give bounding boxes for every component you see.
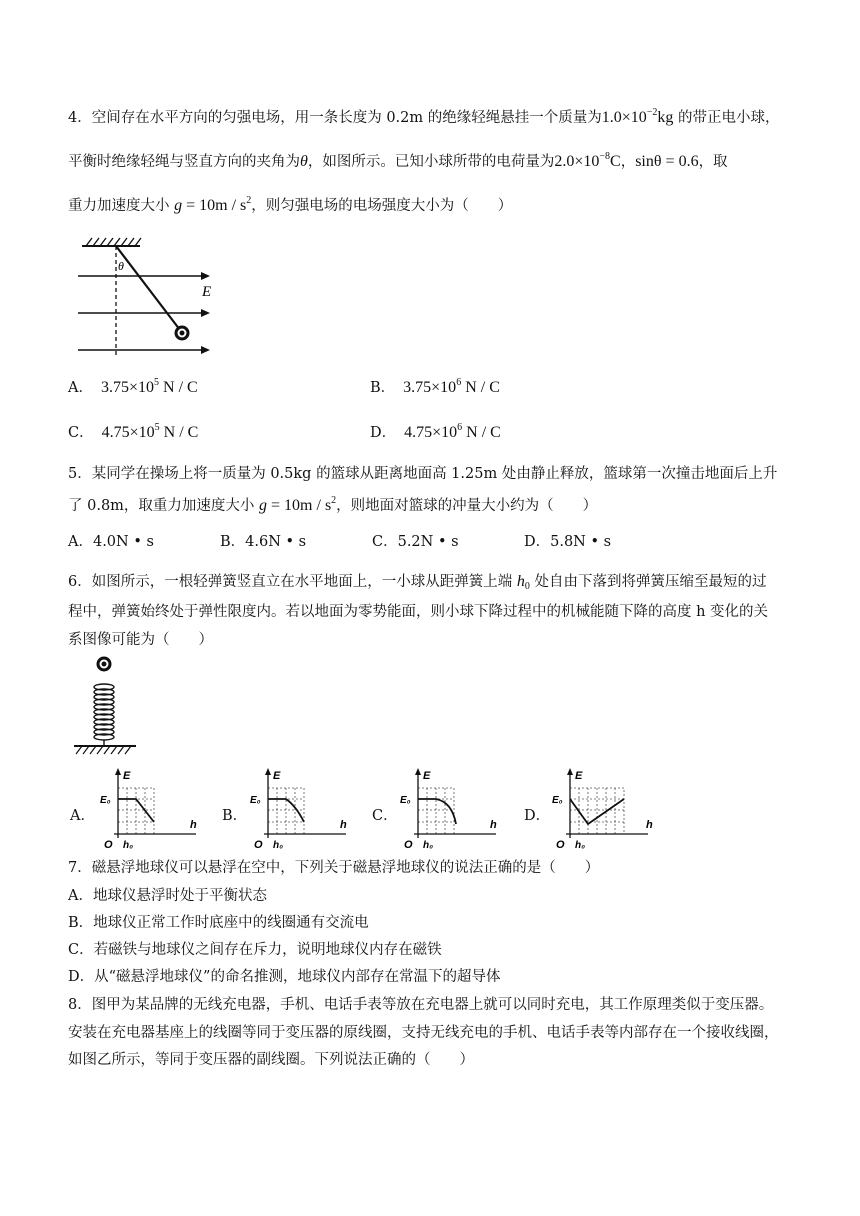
q7-stem: 7．磁悬浮地球仪可以悬浮在空中，下列关于磁悬浮地球仪的说法正确的是（ ） [68,860,600,876]
spring-figure [70,654,140,762]
q5-option-c[interactable]: C．5.2N • s [372,534,459,550]
q7-option-c[interactable]: C．若磁铁与地球仪之间存在斥力，说明地球仪内存在磁铁 [68,942,442,958]
q5-option-d[interactable]: D．5.8N • s [524,534,612,550]
q4-line-2: 平衡时绝缘轻绳与竖直方向的夹角为θ，如图所示。已知小球所带的电荷量为$2.0\times 10^{-8}C$，sinθ = 0.6，取 [68,151,728,170]
q8-line-2: 安装在充电器基座上的线圈等同于变压器的原线圈，支持无线充电的手机、电话手表等内部存在一个接收线圈， [68,1025,779,1041]
svg-text:h: h [190,819,197,831]
svg-text:O: O [254,839,263,851]
svg-text:h₀: h₀ [423,840,434,851]
svg-text:E₀: E₀ [552,795,563,806]
svg-text:E₀: E₀ [100,795,111,806]
svg-text:h₀: h₀ [123,840,134,851]
sin-theta: sinθ = 0.6 [635,153,699,170]
q7-option-d[interactable]: D．从“磁悬浮地球仪”的命名推测，地球仪内部存在常温下的超导体 [68,969,501,985]
svg-text:O: O [556,839,565,851]
q8-line-1: 8．图甲为某品牌的无线充电器，手机、电话手表等放在充电器上就可以同时充电，其工作原理类似于变压器。 [68,997,774,1013]
q5-option-b[interactable]: B．4.6N • s [220,534,307,550]
q6-line-3: 系图像可能为（ ） [68,632,213,648]
svg-text:E₀: E₀ [250,795,261,806]
mass-value: $1.0\times 10^{-2}kg$ [601,107,674,126]
field-label: E [202,284,212,300]
graph-d[interactable] [548,766,658,852]
svg-text:O: O [104,839,113,851]
svg-text:h: h [340,819,347,831]
svg-text:E: E [575,770,583,782]
svg-text:E₀: E₀ [400,795,411,806]
q4-option-c[interactable]: C． $4.75\times 10^5$ N / C [68,422,199,441]
q4-line-1: 4．空间存在水平方向的匀强电场，用一条长度为 0.2m 的绝缘轻绳悬挂一个质量为$1.0\times 10^{-2}kg$ 的带正电小球， [68,107,780,126]
graph-b[interactable] [246,766,356,852]
q4-option-b[interactable]: B． $3.75\times 10^6$ N / C [370,377,500,396]
graph-a[interactable] [96,766,206,852]
svg-text:h₀: h₀ [273,840,284,851]
charge-value: $2.0\times 10^{-8}C$ [554,151,621,170]
q6-option-c-label[interactable]: C． [372,808,398,824]
svg-text:h: h [490,819,497,831]
pendulum-figure [74,232,224,362]
q4-option-d[interactable]: D． $4.75\times 10^6$ N / C [370,422,501,441]
q6-option-d-label[interactable]: D． [524,808,551,824]
q8-line-3: 如图乙所示，等同于变压器的副线圈。下列说法正确的（ ） [68,1052,474,1068]
svg-text:h: h [646,819,653,831]
svg-text:E: E [123,770,131,782]
q4-option-a[interactable]: A． $3.75\times 10^5$ N / C [68,377,198,396]
q6-line-2: 程中，弹簧始终处于弹性限度内。若以地面为零势能面，则小球下降过程中的机械能随下降的高度 h 变化的关 [68,604,769,620]
q6-option-a-label[interactable]: A． [70,808,95,824]
svg-text:O: O [404,839,413,851]
svg-text:E: E [423,770,431,782]
q5-option-a[interactable]: A．4.0N • s [68,534,154,550]
svg-text:h₀: h₀ [575,840,586,851]
q4-line-3: 重力加速度大小 $g = 10m / s^2$，则匀强电场的电场强度大小为（ ） [68,195,513,214]
q6-line-1: 6．如图所示，一根轻弹簧竖直立在水平地面上，一小球从距弹簧上端 $h_0$ 处自由下落到将弹簧压缩至最短的过 [68,573,767,592]
svg-text:E: E [273,770,281,782]
q5-line-2: 了 0.8m，取重力加速度大小 $g = 10m / s^2$，则地面对篮球的冲量大小约为（ ） [68,495,598,514]
q5-line-1: 5．某同学在操场上将一质量为 0.5kg 的篮球从距离地面高 1.25m 处由静止释放，篮球第一次撞击地面后上升 [68,466,778,482]
q7-option-a[interactable]: A．地球仪悬浮时处于平衡状态 [68,888,267,904]
graph-c[interactable] [396,766,506,852]
q6-option-b-label[interactable]: B． [222,808,248,824]
q7-option-b[interactable]: B．地球仪正常工作时底座中的线圈通有交流电 [68,915,369,931]
theta-label: θ [118,259,124,273]
